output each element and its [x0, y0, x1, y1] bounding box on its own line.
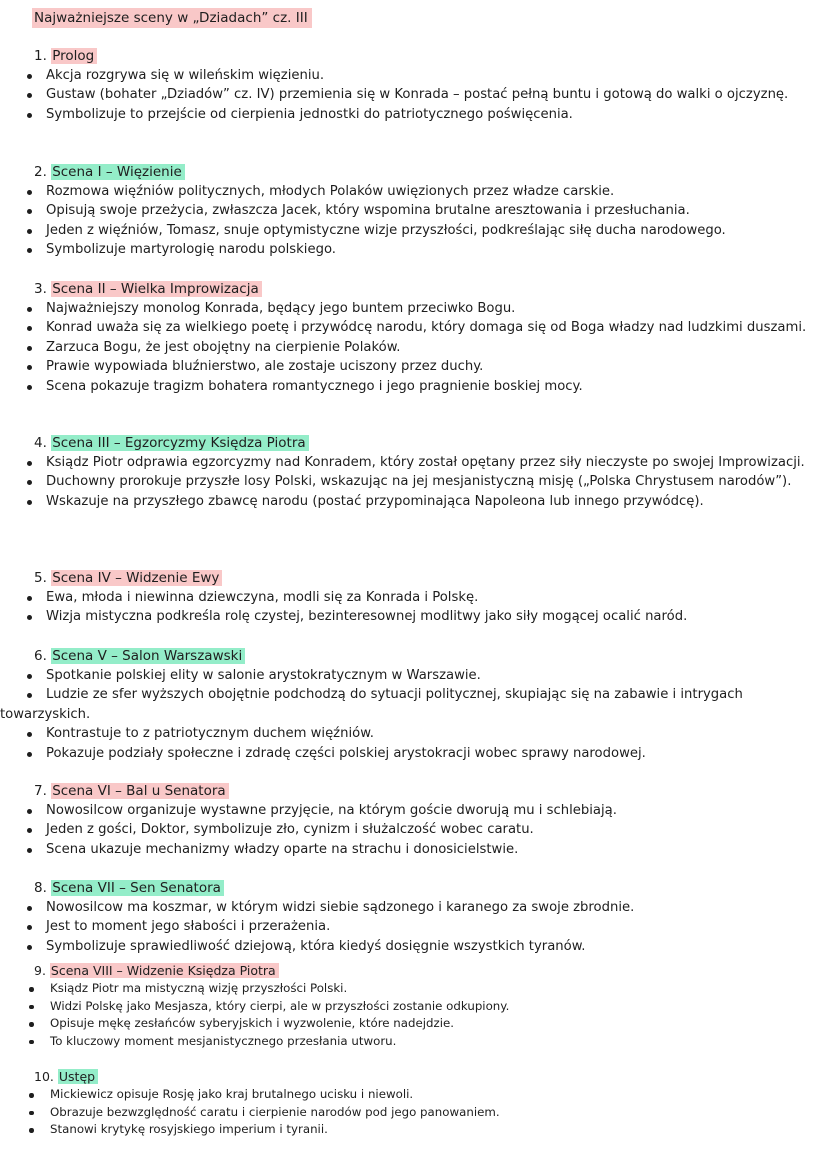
- section-title: Scena IV – Widzenie Ewy: [51, 570, 222, 586]
- list-item: Jest to moment jego słabości i przerażenia.: [0, 917, 814, 936]
- section-heading: [34, 433, 814, 453]
- list-item: To kluczowy moment mesjanistycznego przesłania utworu.: [0, 1033, 814, 1051]
- section-ustep: [34, 1068, 814, 1139]
- list-item: Kontrastuje to z patriotycznym duchem więźniów.: [0, 724, 814, 743]
- section-scena-6: [34, 781, 814, 859]
- section-heading: [34, 781, 814, 801]
- section-scena-5: [0, 646, 814, 763]
- list-item: Ksiądz Piotr ma mistyczną wizję przyszłości Polski.: [0, 980, 814, 998]
- section-number: 3.: [34, 281, 47, 297]
- section-heading: [34, 162, 814, 182]
- list-item: Pokazuje podziały społeczne i zdradę części polskiej arystokracji wobec sprawy narodowej.: [0, 744, 814, 763]
- list-item: Gustaw (bohater „Dziadów” cz. IV) przemienia się w Konrada – postać pełną buntu i gotową do walki o ojczyznę.: [0, 85, 814, 104]
- list-item: Scena ukazuje mechanizmy władzy oparte na strachu i donosicielstwie.: [0, 840, 814, 859]
- section-title: Scena I – Więzienie: [51, 164, 185, 180]
- section-title: Prolog: [51, 48, 97, 64]
- bullet-list: [34, 588, 814, 627]
- section-number: 10.: [34, 1069, 54, 1084]
- section-scena-1: [34, 162, 814, 260]
- section-heading: [34, 279, 814, 299]
- section-title: Scena V – Salon Warszawski: [51, 648, 245, 664]
- list-item: Konrad uważa się za wielkiego poetę i przywódcę narodu, który domaga się od Boga władzy nad ludzkimi duszami.: [0, 318, 814, 337]
- section-heading: [34, 646, 814, 666]
- list-item: Ludzie ze sfer wyższych obojętnie podchodzą do sytuacji politycznej, skupiając się na zabawie i intrygach towarzyskich.: [0, 685, 814, 724]
- section-prolog: [34, 46, 814, 124]
- list-item: Zarzuca Bogu, że jest obojętny na cierpienie Polaków.: [0, 338, 814, 357]
- section-heading: [34, 46, 814, 66]
- section-number: 9.: [34, 963, 46, 978]
- section-title: Scena VI – Bal u Senatora: [51, 783, 228, 799]
- section-number: 4.: [34, 435, 47, 451]
- list-item: Widzi Polskę jako Mesjasza, który cierpi, ale w przyszłości zostanie odkupiony.: [0, 998, 814, 1016]
- list-item: Akcja rozgrywa się w wileńskim więzieniu.: [0, 66, 814, 85]
- list-item: Nowosilcow organizuje wystawne przyjęcie, na którym goście dworują mu i schlebiają.: [0, 801, 814, 820]
- bullet-list: [34, 980, 814, 1050]
- list-item: Symbolizuje martyrologię narodu polskiego.: [0, 240, 814, 259]
- section-title: Scena III – Egzorcyzmy Księdza Piotra: [51, 435, 308, 451]
- section-scena-2: [34, 279, 814, 396]
- list-item: Stanowi krytykę rosyjskiego imperium i tyranii.: [0, 1121, 814, 1139]
- list-item: Ksiądz Piotr odprawia egzorcyzmy nad Konradem, który został opętany przez siły nieczyste po swojej Improwizacji.: [0, 453, 814, 472]
- section-number: 6.: [34, 648, 47, 664]
- list-item: Prawie wypowiada bluźnierstwo, ale zostaje uciszony przez duchy.: [0, 357, 814, 376]
- list-item: Nowosilcow ma koszmar, w którym widzi siebie sądzonego i karanego za swoje zbrodnie.: [0, 898, 814, 917]
- list-item: Najważniejszy monolog Konrada, będący jego buntem przeciwko Bogu.: [0, 299, 814, 318]
- section-number: 5.: [34, 570, 47, 586]
- section-scena-8: [34, 962, 814, 1050]
- bullet-list: [34, 1086, 814, 1139]
- section-heading: [34, 962, 814, 980]
- list-item: Mickiewicz opisuje Rosję jako kraj brutalnego ucisku i niewoli.: [0, 1086, 814, 1104]
- section-heading: [34, 878, 814, 898]
- list-item: Jeden z więźniów, Tomasz, snuje optymistyczne wizje przyszłości, podkreślając siłę ducha narodowego.: [0, 221, 814, 240]
- bullet-list: [34, 299, 814, 396]
- list-item: Jeden z gości, Doktor, symbolizuje zło, cynizm i służalczość wobec caratu.: [0, 820, 814, 839]
- list-item: Spotkanie polskiej elity w salonie arystokratycznym w Warszawie.: [0, 666, 814, 685]
- list-item: Rozmowa więźniów politycznych, młodych Polaków uwięzionych przez władze carskie.: [0, 182, 814, 201]
- section-number: 2.: [34, 164, 47, 180]
- document-title: Najważniejsze sceny w „Dziadach” cz. III: [32, 8, 312, 28]
- list-item: Wizja mistyczna podkreśla rolę czystej, bezinteresownej modlitwy jako siły mogącej ocalić naród.: [0, 607, 814, 626]
- list-item: Ewa, młoda i niewinna dziewczyna, modli się za Konrada i Polskę.: [0, 588, 814, 607]
- list-item: Opisują swoje przeżycia, zwłaszcza Jacek, który wspomina brutalne aresztowania i przesłuchania.: [0, 201, 814, 220]
- list-item: Duchowny prorokuje przyszłe losy Polski, wskazując na jej mesjanistyczną misję („Polska Chrystusem narodów”).: [0, 472, 814, 491]
- bullet-list: [34, 66, 814, 124]
- list-item: Wskazuje na przyszłego zbawcę narodu (postać przypominająca Napoleona lub innego przywódcę).: [0, 492, 814, 511]
- section-title: Scena II – Wielka Improwizacja: [51, 281, 262, 297]
- list-item: Obrazuje bezwzględność caratu i cierpienie narodów pod jego panowaniem.: [0, 1104, 814, 1122]
- list-item: Symbolizuje to przejście od cierpienia jednostki do patriotycznego poświęcenia.: [0, 105, 814, 124]
- bullet-list: [34, 182, 814, 260]
- section-title: Ustęp: [58, 1069, 98, 1084]
- list-item: Scena pokazuje tragizm bohatera romantycznego i jego pragnienie boskiej mocy.: [0, 377, 814, 396]
- section-heading: [34, 1068, 814, 1086]
- section-scena-3: [34, 433, 814, 511]
- section-number: 1.: [34, 48, 47, 64]
- list-item: Symbolizuje sprawiedliwość dziejową, która kiedyś dosięgnie wszystkich tyranów.: [0, 937, 814, 956]
- section-title: Scena VII – Sen Senatora: [51, 880, 224, 896]
- section-scena-7: [34, 878, 814, 956]
- section-scena-4: [34, 568, 814, 627]
- bullet-list: [0, 666, 814, 763]
- section-title: Scena VIII – Widzenie Księdza Piotra: [50, 963, 279, 978]
- bullet-list: [34, 453, 814, 511]
- section-number: 7.: [34, 783, 47, 799]
- bullet-list: [34, 898, 814, 956]
- section-number: 8.: [34, 880, 47, 896]
- list-item: Opisuje mękę zesłańców syberyjskich i wyzwolenie, które nadejdzie.: [0, 1015, 814, 1033]
- bullet-list: [34, 801, 814, 859]
- section-heading: [34, 568, 814, 588]
